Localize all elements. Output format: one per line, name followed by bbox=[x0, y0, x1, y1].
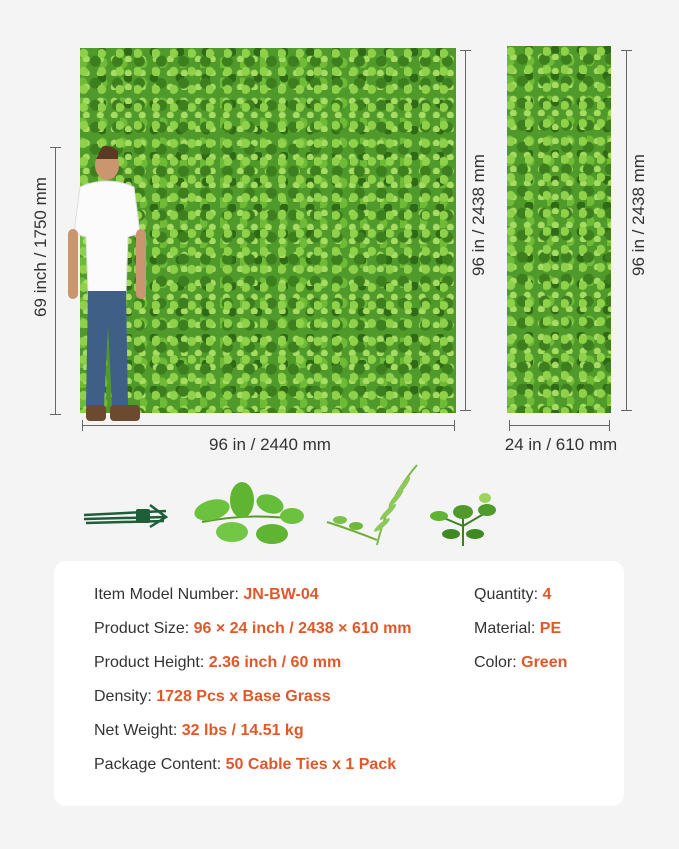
spec-card bbox=[54, 561, 624, 806]
spec-value: 1728 Pcs x Base Grass bbox=[156, 688, 331, 705]
spec-value: 50 Cable Ties x 1 Pack bbox=[225, 756, 397, 773]
spec-row bbox=[474, 654, 567, 672]
spec-value: 32 lbs / 14.51 kg bbox=[181, 722, 304, 739]
wall-width-label: 96 in / 2440 mm bbox=[209, 435, 331, 454]
person-figure bbox=[62, 145, 152, 427]
panel-height-line bbox=[626, 50, 627, 411]
wall-height-line bbox=[465, 50, 466, 411]
leaf-branch-icon bbox=[192, 482, 307, 552]
spec-label: Package Content: bbox=[94, 756, 226, 773]
person-height-line bbox=[55, 147, 56, 415]
grass-panel-narrow bbox=[507, 46, 611, 413]
panel-height-label: 96 in / 2438 mm bbox=[629, 154, 648, 276]
spec-label: Quantity: bbox=[474, 586, 543, 603]
spec-label: Product Height: bbox=[94, 654, 209, 671]
spec-value: 4 bbox=[542, 586, 552, 603]
spec-label: Item Model Number: bbox=[94, 586, 244, 603]
spec-value: 2.36 inch / 60 mm bbox=[208, 654, 342, 671]
spec-value: JN-BW-04 bbox=[243, 586, 319, 603]
fern-icon bbox=[322, 460, 422, 555]
plant-sprig-icon bbox=[425, 490, 500, 555]
spec-row bbox=[94, 620, 412, 638]
spec-value: 96 × 24 inch / 2438 × 610 mm bbox=[193, 620, 412, 637]
spec-label: Net Weight: bbox=[94, 722, 182, 739]
spec-label: Color: bbox=[474, 654, 522, 671]
spec-row bbox=[94, 756, 396, 774]
cable-ties-icon bbox=[80, 497, 170, 542]
spec-row bbox=[474, 586, 551, 604]
spec-label: Product Size: bbox=[94, 620, 194, 637]
wall-height-label: 96 in / 2438 mm bbox=[469, 154, 488, 276]
spec-row bbox=[474, 620, 561, 638]
spec-value: Green bbox=[521, 654, 568, 671]
spec-row bbox=[94, 722, 304, 740]
wall-width-line bbox=[82, 425, 455, 426]
spec-row bbox=[94, 688, 331, 706]
spec-row bbox=[94, 654, 341, 672]
spec-label: Density: bbox=[94, 688, 157, 705]
panel-width-line bbox=[509, 425, 610, 426]
panel-width-label: 24 in / 610 mm bbox=[504, 435, 618, 454]
spec-value: PE bbox=[539, 620, 562, 637]
spec-row bbox=[94, 586, 319, 604]
spec-label: Material: bbox=[474, 620, 540, 637]
person-height-label: 69 inch / 1750 mm bbox=[31, 177, 50, 317]
